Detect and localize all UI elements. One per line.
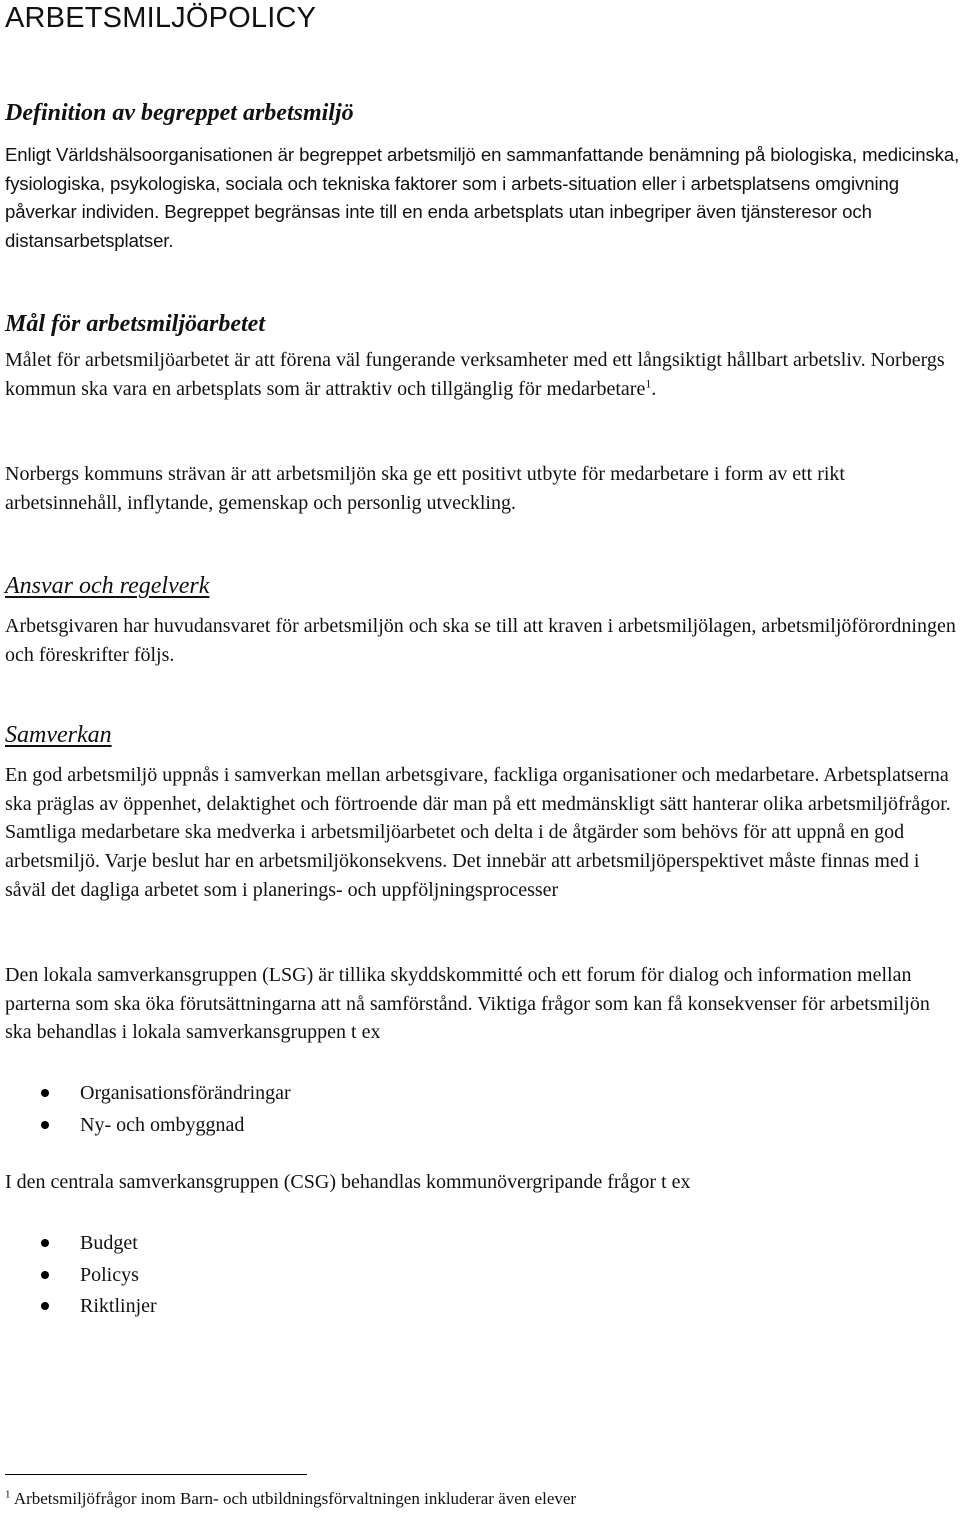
goal-body-2: Norbergs kommuns strävan är att arbetsmiljön ska ge ett positivt utbyte för medarbetare i form av ett rikt arbetsinnehåll, inflytande, gemenskap och personlig utveckling.: [5, 463, 845, 514]
definition-heading: Definition av begreppet arbetsmiljö: [5, 100, 354, 126]
cooperation-body-2: Den lokala samverkansgruppen (LSG) är tillika skyddskommitté och ett forum för dialog och information mellan parterna som ska öka förutsättningarna att nå samförstånd. Viktiga frågor som kan få konsekvenser för arbetsmiljön ska behandlas i lokala samverkansgruppen t ex: [5, 964, 930, 1044]
list-item: Riktlinjer: [5, 1291, 157, 1323]
cooperation-body-3: I den centrala samverkansgruppen (CSG) behandlas kommunövergripande frågor t ex: [5, 1171, 691, 1193]
goal-body-1-text: Målet för arbetsmiljöarbetet är att förena väl fungerande verksamheter med ett långsiktigt hållbart arbetsliv. Norbergs kommun ska vara en arbetsplats som är attraktiv och tillgänglig för medarbetare: [5, 349, 945, 400]
cooperation-heading: Samverkan: [5, 722, 112, 748]
list-item: Policys: [5, 1260, 157, 1292]
footnote-number: 1: [5, 1488, 11, 1501]
footnote-text: Arbetsmiljöfrågor inom Barn- och utbildningsförvaltningen inkluderar även elever: [13, 1489, 577, 1508]
list-item: Budget: [5, 1228, 157, 1260]
csg-topic-list: [5, 1228, 157, 1323]
footnote: [5, 1488, 576, 1510]
definition-body: Enligt Världshälsoorganisationen är begreppet arbetsmiljö en sammanfattande benämning på biologiska, medicinska, fysiologiska, psykologiska, sociala och tekniska faktorer som i arbets-situation eller i arbetsplatsens omgivning påverkar individen. Begreppet begränsas inte till en enda arbetsplats utan inbegriper även tjänsteresor och distansarbetsplatser.: [5, 144, 960, 252]
page-title: ARBETSMILJÖPOLICY: [5, 2, 317, 34]
list-item: Organisationsförändringar: [5, 1078, 291, 1110]
cooperation-body-1: En god arbetsmiljö uppnås i samverkan mellan arbetsgivare, fackliga organisationer och medarbetare. Arbetsplatserna ska präglas av öppenhet, delaktighet och förtroende där man på ett medmänskligt sätt hanterar olika arbetsmiljöfrågor. Samtliga medarbetare ska medverka i arbetsmiljöarbetet och delta i de åtgärder som behövs för att uppnå en god arbetsmiljö. Varje beslut har en arbetsmiljökonsekvens. Det innebär att arbetsmiljöperspektivet måste finnas med i såväl det dagliga arbetet som i planerings- och uppföljningsprocesser: [5, 764, 951, 901]
footnote-reference: 1: [645, 376, 652, 391]
lsg-topic-list: [5, 1078, 291, 1141]
footnote-divider: [5, 1474, 307, 1475]
responsibility-heading: Ansvar och regelverk: [5, 573, 210, 599]
responsibility-body: Arbetsgivaren har huvudansvaret för arbetsmiljön och ska se till att kraven i arbetsmiljölagen, arbetsmiljöförordningen och föreskrifter följs.: [5, 615, 956, 666]
goal-body-1: [5, 346, 960, 403]
goal-body-1-end: .: [651, 377, 657, 400]
goal-heading: Mål för arbetsmiljöarbetet: [5, 311, 265, 337]
list-item: Ny- och ombyggnad: [5, 1110, 291, 1142]
